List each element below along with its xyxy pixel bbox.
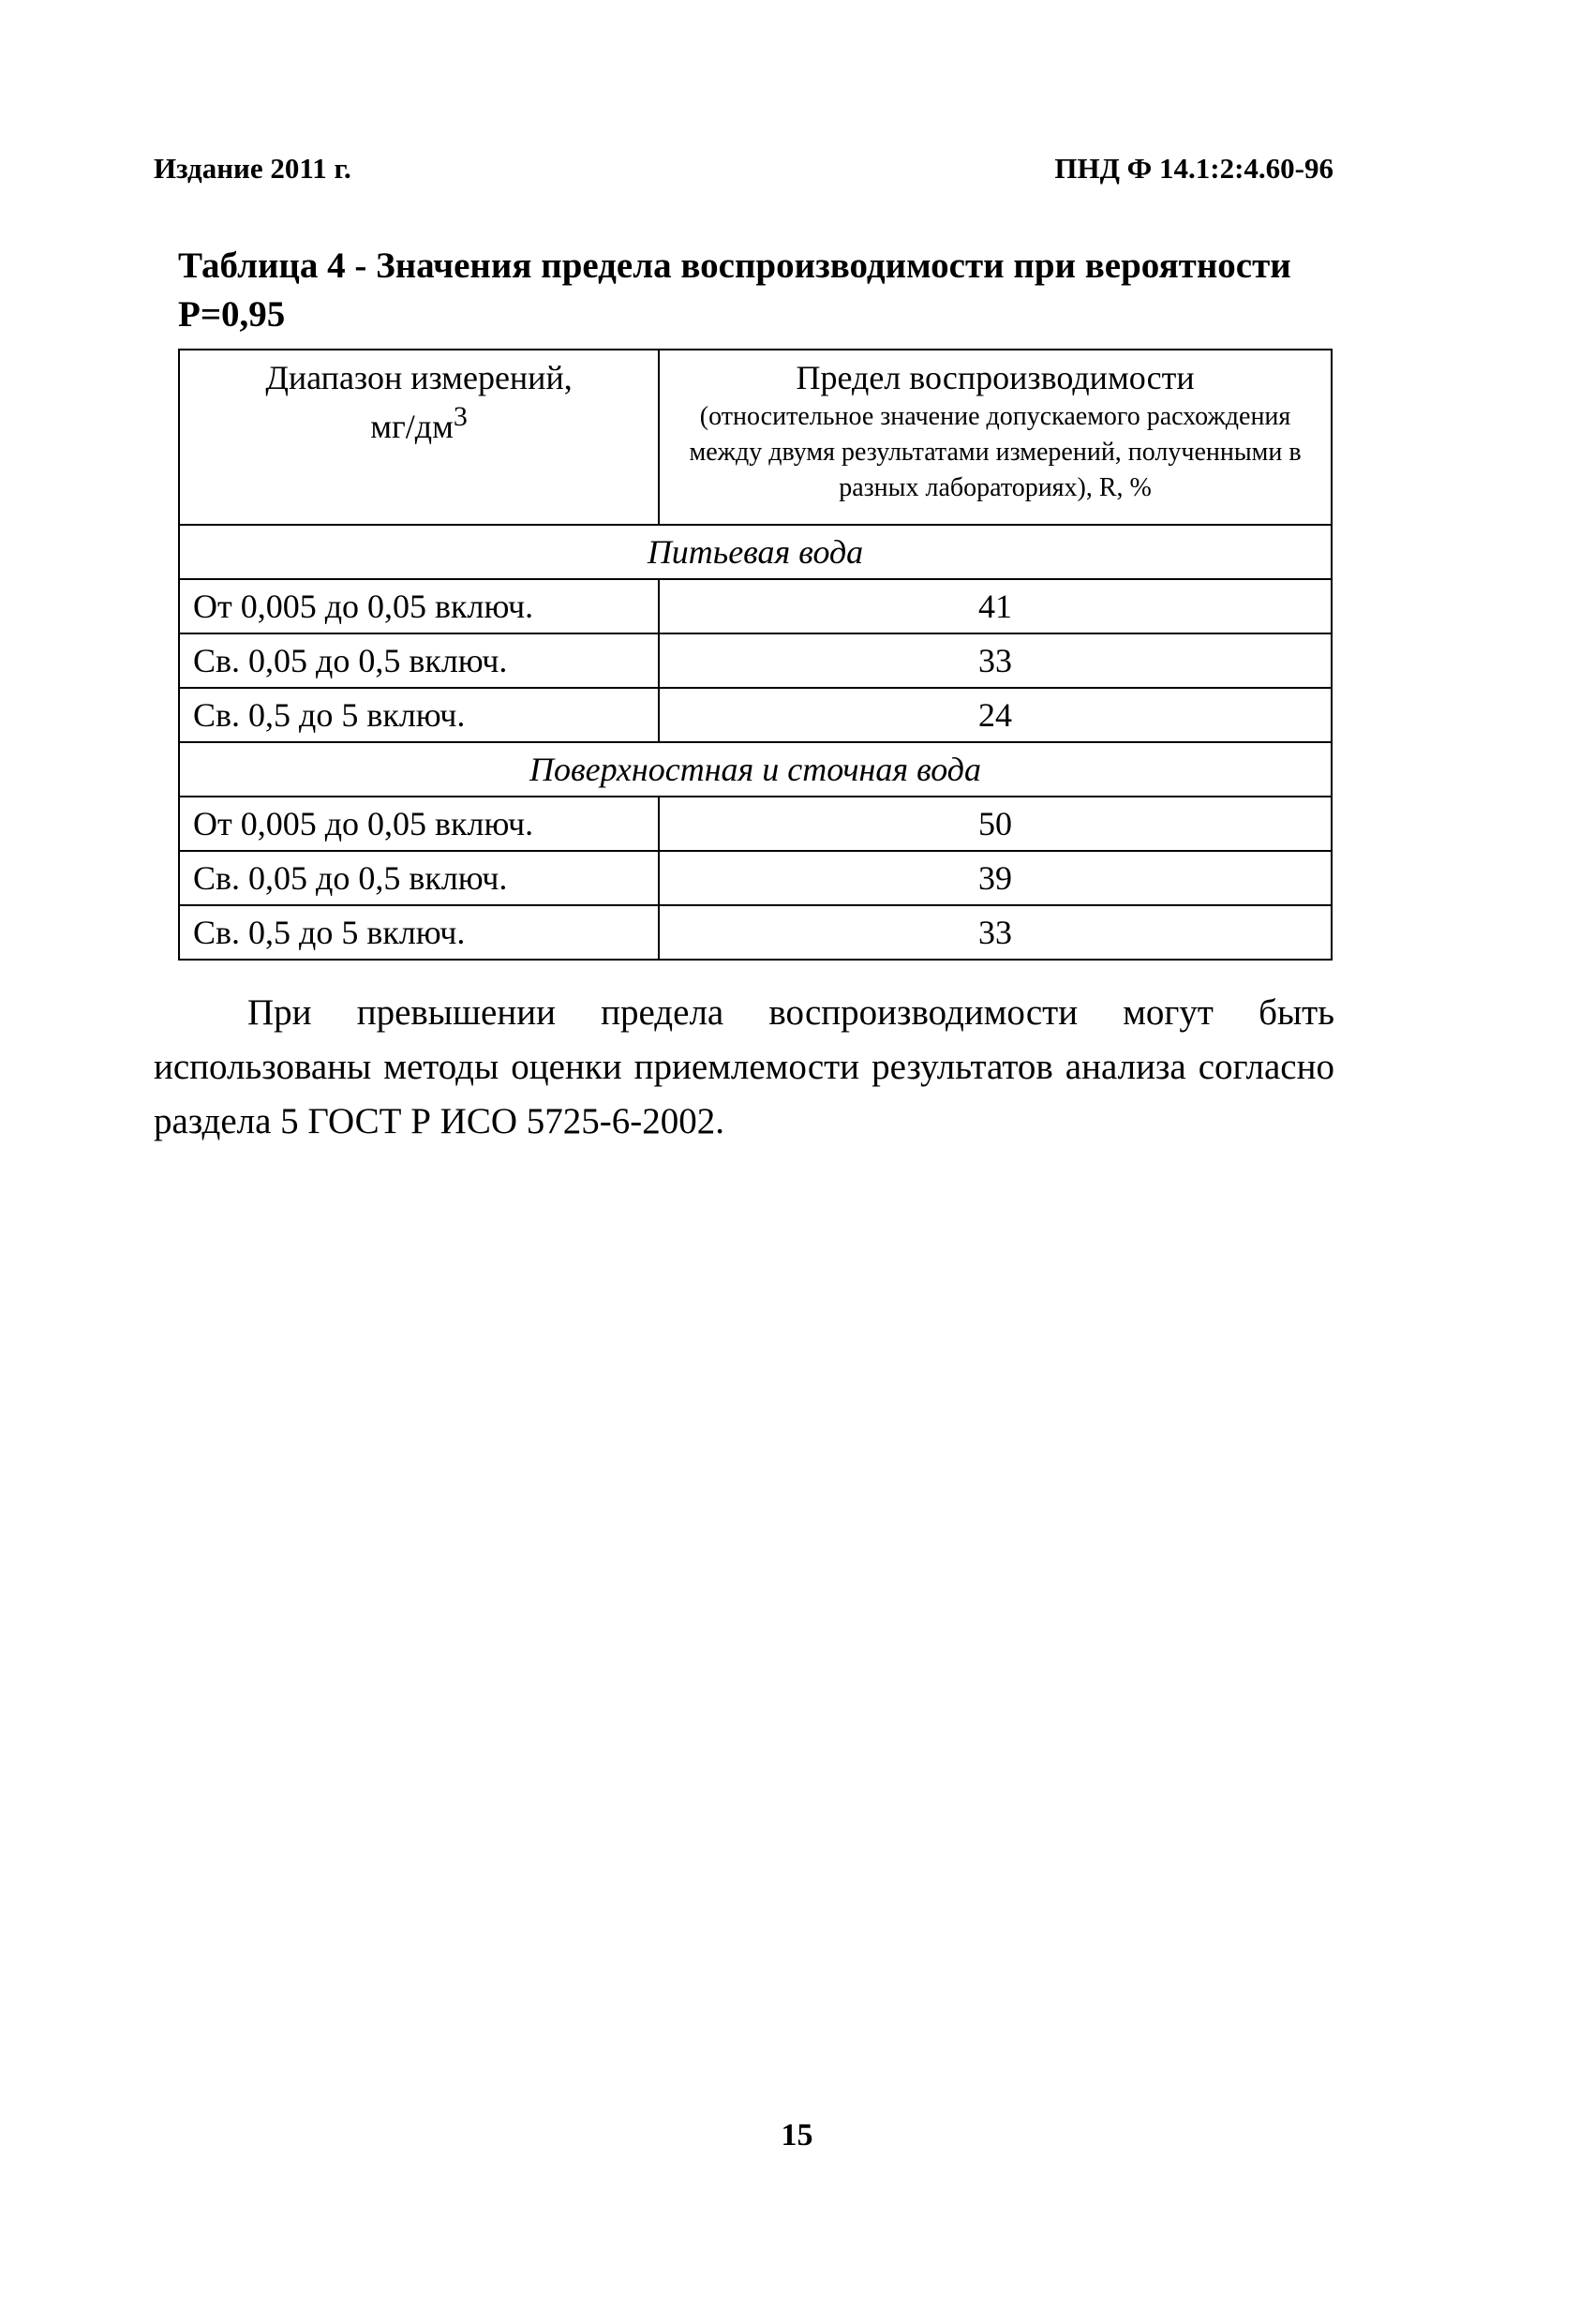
table-row (179, 688, 1332, 742)
range-cell: Св. 0,05 до 0,5 включ. (179, 633, 659, 688)
range-cell: Св. 0,5 до 5 включ. (179, 905, 659, 960)
column-header-limit (659, 350, 1332, 525)
table-row (179, 579, 1332, 633)
range-cell: От 0,005 до 0,05 включ. (179, 797, 659, 851)
column-header-limit-main: Предел воспроизводимости (796, 359, 1195, 396)
limit-cell: 50 (659, 797, 1332, 851)
body-paragraph-text: При превышении предела воспроизводимости могут быть использованы методы оценки приемлемости результатов анализа согласно раздела 5 ГОСТ Р ИСО 5725-6-2002. (154, 992, 1334, 1141)
reproducibility-table (178, 349, 1333, 961)
document-code: ПНД Ф 14.1:2:4.60-96 (1054, 152, 1333, 185)
body-paragraph (154, 986, 1334, 1149)
limit-cell: 41 (659, 579, 1332, 633)
section-title: Питьевая вода (179, 525, 1332, 579)
table-row (179, 851, 1332, 905)
edition-label: Издание 2011 г. (154, 152, 351, 185)
column-header-range-unit: мг/дм (370, 408, 454, 445)
column-header-range-unit-sup: 3 (453, 401, 468, 432)
section-row (179, 525, 1332, 579)
column-header-range (179, 350, 659, 525)
table-header-row (179, 350, 1332, 525)
limit-cell: 33 (659, 633, 1332, 688)
range-cell: Св. 0,05 до 0,5 включ. (179, 851, 659, 905)
limit-cell: 39 (659, 851, 1332, 905)
table-row (179, 797, 1332, 851)
range-cell: Св. 0,5 до 5 включ. (179, 688, 659, 742)
table-title: Таблица 4 - Значения предела воспроизводимости при вероятности Р=0,95 (178, 246, 1291, 335)
table-row (179, 633, 1332, 688)
page-number: 15 (781, 2118, 813, 2153)
section-title: Поверхностная и сточная вода (179, 742, 1332, 797)
limit-cell: 24 (659, 688, 1332, 742)
limit-cell: 33 (659, 905, 1332, 960)
section-row (179, 742, 1332, 797)
range-cell: От 0,005 до 0,05 включ. (179, 579, 659, 633)
table-row (179, 905, 1332, 960)
column-header-limit-sub: (относительное значение допускаемого расхождения между двумя результатами измерений, полученными в разных лабораториях), R, % (689, 402, 1302, 502)
column-header-range-line1: Диапазон измерений, (265, 359, 573, 396)
